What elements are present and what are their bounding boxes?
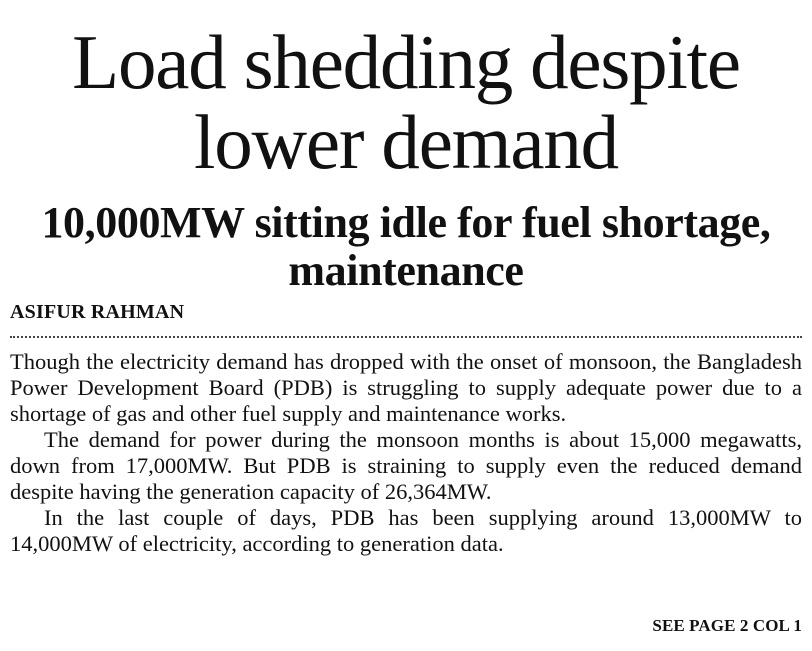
subheadline: 10,000MW sitting idle for fuel shortage, maintenance [41, 198, 771, 295]
headline: Load shedding despite lower demand [72, 19, 740, 185]
body-paragraph: The demand for power during the monsoon months is about 15,000 megawatts, down from 17,000MW. But PDB is straining to supply even the reduced demand despite having the generation capacity of 26,364MW. [10, 427, 802, 504]
article-body [10, 349, 802, 557]
dotted-divider [10, 336, 802, 338]
body-paragraph: Though the electricity demand has dropped with the onset of monsoon, the Bangladesh Power Development Board (PDB) is struggling to supply adequate power due to a shortage of gas and other fuel supply and maintenance works. [10, 349, 802, 426]
byline: ASIFUR RAHMAN [10, 301, 185, 323]
continuation-reference[interactable]: SEE PAGE 2 COL 1 [652, 616, 802, 635]
body-paragraph: In the last couple of days, PDB has been supplying around 13,000MW to 14,000MW of electricity, according to generation data. [10, 505, 802, 556]
